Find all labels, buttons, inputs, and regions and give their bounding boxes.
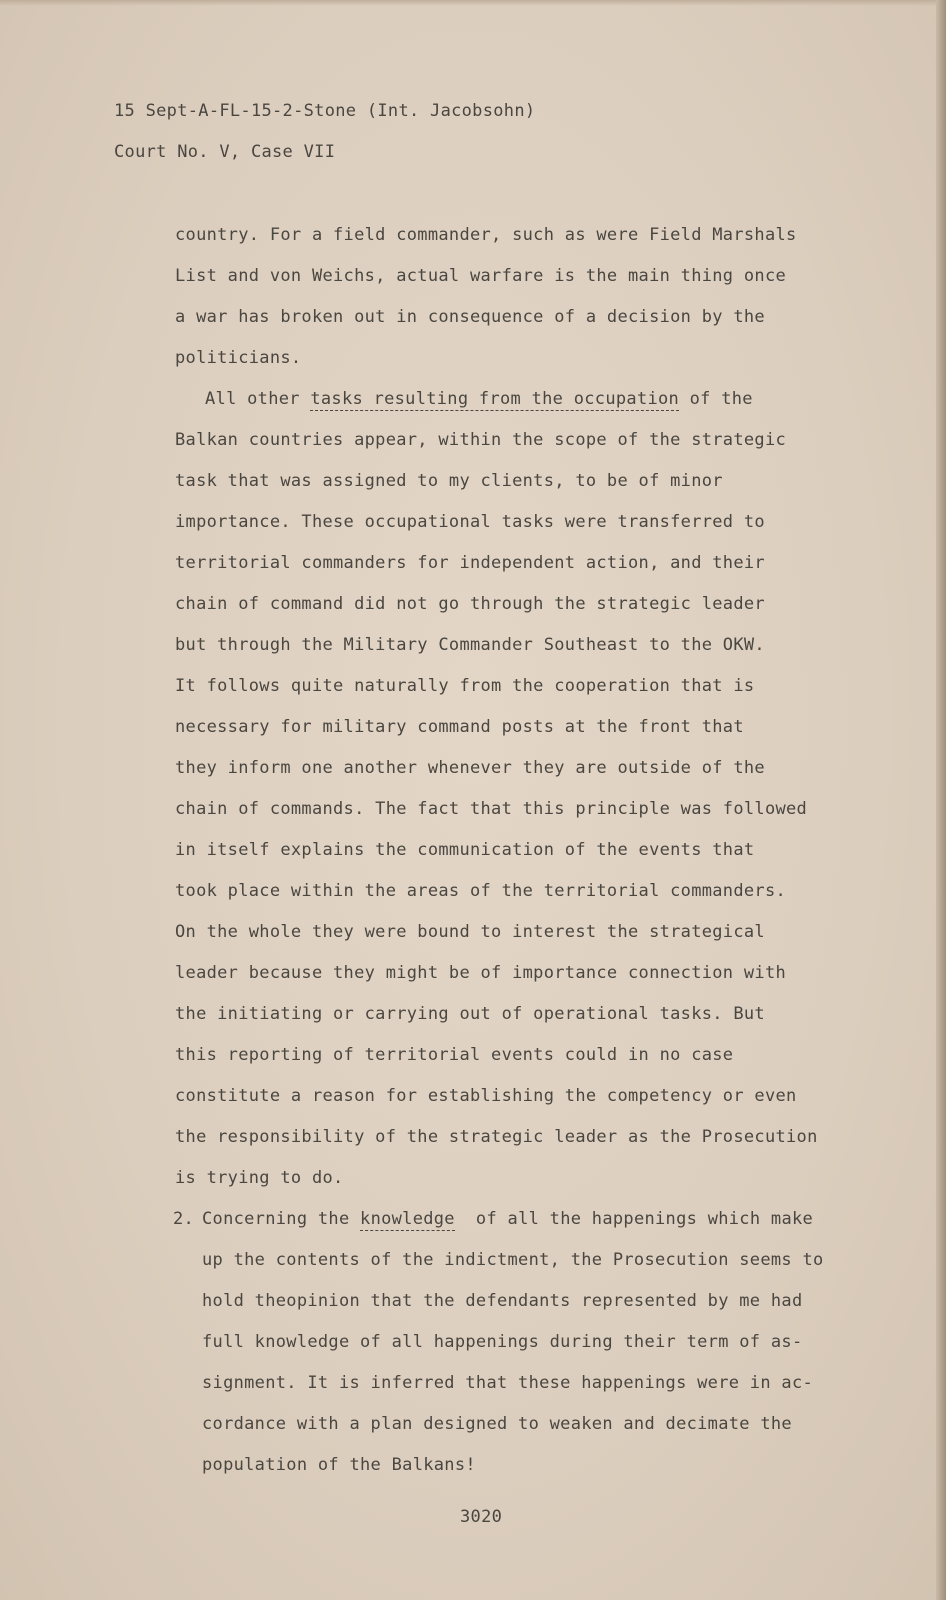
list-item-line: population of the Balkans! bbox=[202, 1455, 476, 1475]
text-run: Concerning the bbox=[202, 1209, 361, 1229]
list-item-line: full knowledge of all happenings during their term of as- bbox=[202, 1332, 803, 1352]
underlined-word: knowledge bbox=[360, 1209, 455, 1229]
body-line: importance. These occupational tasks were transferred to bbox=[175, 512, 765, 532]
list-item-first-line bbox=[202, 1209, 813, 1229]
page-right-edge bbox=[936, 0, 946, 1600]
body-line: leader because they might be of importance connection with bbox=[175, 963, 787, 983]
list-item-line: up the contents of the indictment, the Prosecution seems to bbox=[202, 1250, 824, 1270]
body-line: On the whole they were bound to interest the strategical bbox=[175, 922, 765, 942]
body-line: It follows quite naturally from the cooperation that is bbox=[175, 676, 755, 696]
body-line: chain of commands. The fact that this principle was followed bbox=[175, 799, 808, 819]
paragraph-indented-line bbox=[205, 389, 753, 409]
body-line: List and von Weichs, actual warfare is the main thing once bbox=[175, 266, 787, 286]
list-item-line: cordance with a plan designed to weaken and decimate the bbox=[202, 1414, 792, 1434]
page-top-edge bbox=[0, 0, 946, 6]
body-line: necessary for military command posts at the front that bbox=[175, 717, 744, 737]
underlined-phrase: tasks resulting from the occupation bbox=[310, 389, 680, 409]
body-line: constitute a reason for establishing the competency or even bbox=[175, 1086, 797, 1106]
text-run: of all the happenings which make bbox=[454, 1209, 814, 1229]
body-line: chain of command did not go through the strategic leader bbox=[175, 594, 765, 614]
body-line: they inform one another whenever they are outside of the bbox=[175, 758, 765, 778]
body-line: politicians. bbox=[175, 348, 302, 368]
list-number: 2. bbox=[173, 1209, 195, 1229]
body-line: in itself explains the communication of the events that bbox=[175, 840, 755, 860]
header-court: Court No. V, Case VII bbox=[114, 142, 336, 162]
body-line: country. For a field commander, such as were Field Marshals bbox=[175, 225, 797, 245]
body-line: the responsibility of the strategic leader as the Prosecution bbox=[175, 1127, 818, 1147]
body-line: task that was assigned to my clients, to be of minor bbox=[175, 471, 723, 491]
header-case-reference: 15 Sept-A-FL-15-2-Stone (Int. Jacobsohn) bbox=[114, 101, 536, 121]
list-item-line: signment. It is inferred that these happenings were in ac- bbox=[202, 1373, 814, 1393]
body-line: Balkan countries appear, within the scope of the strategic bbox=[175, 430, 787, 450]
body-line: this reporting of territorial events could in no case bbox=[175, 1045, 734, 1065]
body-line: took place within the areas of the territorial commanders. bbox=[175, 881, 787, 901]
body-line: the initiating or carrying out of operational tasks. But bbox=[175, 1004, 765, 1024]
text-run: of the bbox=[679, 389, 753, 409]
body-line: territorial commanders for independent action, and their bbox=[175, 553, 765, 573]
list-item-line: hold theopinion that the defendants represented by me had bbox=[202, 1291, 803, 1311]
body-line: a war has broken out in consequence of a decision by the bbox=[175, 307, 765, 327]
body-line: is trying to do. bbox=[175, 1168, 344, 1188]
body-line: but through the Military Commander Southeast to the OKW. bbox=[175, 635, 765, 655]
page-number: 3020 bbox=[460, 1507, 503, 1527]
text-run: All other bbox=[205, 389, 311, 409]
